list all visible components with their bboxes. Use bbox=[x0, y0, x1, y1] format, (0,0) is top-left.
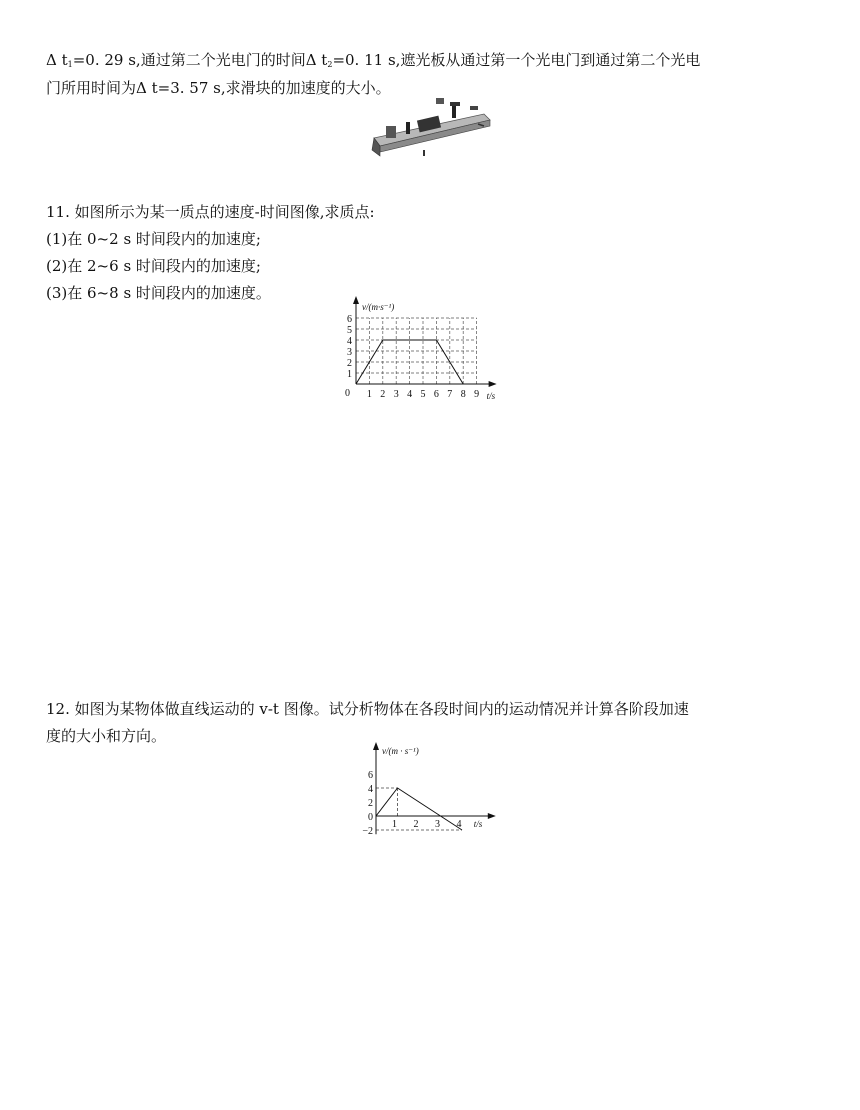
y-tick-label: 2 bbox=[347, 358, 352, 369]
y-tick-label: 5 bbox=[347, 325, 352, 336]
problem10-line2: 门所用时间为Δ t=3. 57 s,求滑块的加速度的大小。 bbox=[46, 79, 391, 97]
x-tick-label: 1 bbox=[392, 819, 397, 830]
problem12-line1: 12. 如图为某物体做直线运动的 v-t 图像。试分析物体在各段时间内的运动情况并计算各阶段加速 bbox=[46, 700, 689, 718]
problem11-q3: (3)在 6~8 s 时间段内的加速度。 bbox=[46, 284, 271, 302]
chart-vt-graph-1 bbox=[340, 296, 520, 406]
problem12-line2: 度的大小和方向。 bbox=[46, 727, 167, 745]
y-tick-label: 0 bbox=[368, 812, 373, 823]
y-axis-label: v/(m · s⁻¹) bbox=[382, 746, 419, 756]
problem10-line1: Δ $t_1=0$. 29 s,通过第二个光电门的时间Δ $t_2=0$. 11 s,遮光板从通过第一个光电门到通过第二个光电 bbox=[46, 51, 701, 69]
origin-label: 0 bbox=[345, 388, 350, 399]
x-tick-label: 1 bbox=[366, 389, 372, 400]
y-axis-arrow bbox=[373, 742, 379, 750]
x-axis-label: t/s bbox=[486, 391, 496, 401]
y-tick-label: 1 bbox=[347, 369, 352, 380]
x-tick-label: 8 bbox=[460, 389, 466, 400]
x-axis-arrow bbox=[488, 813, 496, 819]
y-axis-label: v/(m·s⁻¹) bbox=[362, 302, 395, 312]
chart-vt-graph-2 bbox=[356, 740, 506, 844]
x-tick-label: 5 bbox=[420, 389, 426, 400]
y-tick-label: 2 bbox=[368, 798, 373, 809]
problem11-stem: 11. 如图所示为某一质点的速度-时间图像,求质点: bbox=[46, 203, 375, 221]
x-tick-label: 2 bbox=[380, 389, 386, 400]
x-tick-label: 7 bbox=[447, 389, 453, 400]
y-tick-label: 4 bbox=[347, 336, 352, 347]
y-tick-label: 4 bbox=[368, 784, 373, 795]
x-tick-label: 4 bbox=[407, 389, 413, 400]
x-axis-arrow bbox=[489, 381, 497, 387]
y-axis-arrow bbox=[353, 296, 359, 304]
air-track-image bbox=[366, 96, 496, 166]
x-tick-label: 3 bbox=[435, 819, 440, 830]
x-axis-label: t/s bbox=[473, 819, 483, 829]
x-tick-label: 2 bbox=[413, 819, 419, 830]
series-line bbox=[376, 788, 462, 830]
problem11-q1: (1)在 0~2 s 时间段内的加速度; bbox=[46, 230, 261, 248]
problem11-q2: (2)在 2~6 s 时间段内的加速度; bbox=[46, 257, 261, 275]
x-tick-label: 6 bbox=[433, 389, 439, 400]
x-tick-label: 3 bbox=[393, 389, 399, 400]
x-tick-label: 4 bbox=[456, 819, 462, 830]
y-tick-label: 6 bbox=[368, 770, 373, 781]
y-tick-label: −2 bbox=[362, 826, 373, 837]
y-tick-label: 6 bbox=[347, 314, 352, 325]
y-tick-label: 3 bbox=[347, 347, 352, 358]
x-tick-label: 9 bbox=[474, 389, 480, 400]
